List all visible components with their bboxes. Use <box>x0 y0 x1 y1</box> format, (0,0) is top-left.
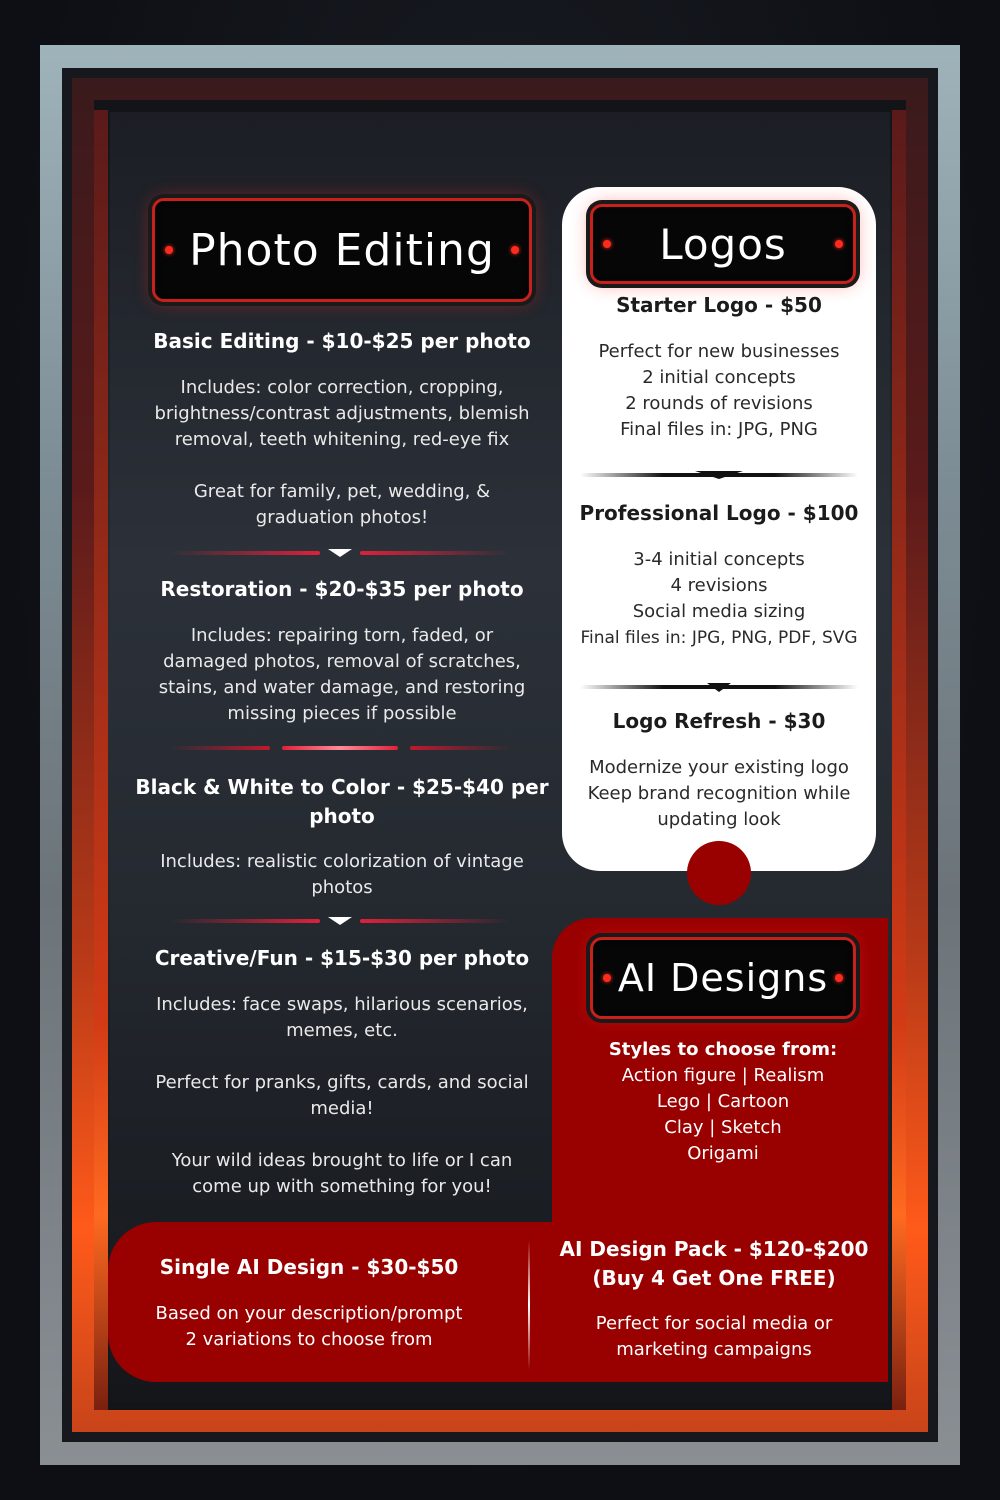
professional-logo-line: 4 revisions <box>670 575 768 596</box>
professional-logo-line: Social media sizing <box>632 601 806 622</box>
section-divider <box>170 744 510 752</box>
creative-note: media! <box>310 1098 374 1119</box>
ai-style-line: Action figure | Realism <box>621 1065 825 1086</box>
starter-logo-section <box>562 293 876 443</box>
logo-divider <box>580 683 858 691</box>
single-ai-line: Based on your description/prompt <box>155 1303 463 1324</box>
ai-pack-subheading: (Buy 4 Get One FREE) <box>592 1266 836 1290</box>
restoration-section <box>130 577 554 727</box>
ai-style-line: Clay | Sketch <box>664 1117 782 1138</box>
ai-styles-section <box>560 1037 886 1167</box>
logo-refresh-line: updating look <box>657 809 781 830</box>
basic-editing-note: Great for family, pet, wedding, & <box>193 481 491 502</box>
restoration-line: missing pieces if possible <box>227 703 457 724</box>
colorization-heading-cont: photo <box>309 804 375 828</box>
single-ai-heading: Single AI Design - $30-$50 <box>159 1255 459 1279</box>
basic-editing-line: removal, teeth whitening, red-eye fix <box>174 429 510 450</box>
pricing-separator <box>528 1240 530 1370</box>
ai-style-line: Lego | Cartoon <box>656 1091 790 1112</box>
ai-pack-section <box>544 1235 884 1363</box>
ai-designs-title: AI Designs <box>617 956 829 1000</box>
single-ai-line: 2 variations to choose from <box>185 1329 433 1350</box>
starter-logo-line: 2 initial concepts <box>642 367 796 388</box>
restoration-line: damaged photos, removal of scratches, <box>163 651 521 672</box>
logos-badge <box>590 204 856 284</box>
creative-line: Includes: face swaps, hilarious scenarios, <box>156 994 528 1015</box>
restoration-line: Includes: repairing torn, faded, or <box>190 625 494 646</box>
badge-dot-left <box>603 974 611 982</box>
restoration-line: stains, and water damage, and restoring <box>158 677 526 698</box>
badge-dot-right <box>835 974 843 982</box>
basic-editing-line: Includes: color correction, cropping, <box>180 377 504 398</box>
basic-editing-heading: Basic Editing - $10-$25 per photo <box>153 329 531 353</box>
professional-logo-heading: Professional Logo - $100 <box>579 501 859 525</box>
badge-dot-right <box>835 240 843 248</box>
ai-style-line: Origami <box>687 1143 759 1164</box>
logo-refresh-line: Modernize your existing logo <box>589 757 849 778</box>
frame-rim-left <box>94 110 108 1410</box>
frame-rim-right <box>892 110 906 1410</box>
logo-refresh-line: Keep brand recognition while <box>587 783 851 804</box>
restoration-heading: Restoration - $20-$35 per photo <box>160 577 524 601</box>
starter-logo-line: 2 rounds of revisions <box>625 393 813 414</box>
creative-line: memes, etc. <box>286 1020 398 1041</box>
ai-pack-line: Perfect for social media or <box>595 1313 833 1334</box>
photo-editing-badge <box>152 198 532 302</box>
professional-logo-line: Final files in: JPG, PNG, PDF, SVG <box>580 628 858 648</box>
starter-logo-line: Final files in: JPG, PNG <box>620 419 818 440</box>
creative-note: Perfect for pranks, gifts, cards, and social <box>155 1072 529 1093</box>
ai-pack-heading: AI Design Pack - $120-$200 <box>559 1237 869 1261</box>
logos-title: Logos <box>659 219 787 269</box>
section-divider <box>170 549 510 557</box>
colorization-line: photos <box>311 877 373 898</box>
basic-editing-section <box>130 329 554 531</box>
colorization-section <box>130 773 554 901</box>
colorization-line: Includes: realistic colorization of vintage <box>160 851 524 872</box>
badge-dot-left <box>165 246 173 254</box>
badge-dot-left <box>603 240 611 248</box>
section-divider <box>170 917 510 925</box>
basic-editing-note: graduation photos! <box>255 507 429 528</box>
creative-note: come up with something for you! <box>192 1176 492 1197</box>
colorization-heading: Black & White to Color - $25-$40 per <box>135 775 549 799</box>
basic-editing-line: brightness/contrast adjustments, blemish <box>154 403 530 424</box>
photo-editing-title: Photo Editing <box>189 224 495 276</box>
ai-pack-line: marketing campaigns <box>616 1339 812 1360</box>
starter-logo-heading: Starter Logo - $50 <box>616 293 822 317</box>
starter-logo-line: Perfect for new businesses <box>598 341 840 362</box>
professional-logo-section <box>562 501 876 651</box>
ai-styles-heading: Styles to choose from: <box>608 1039 838 1060</box>
single-ai-section <box>120 1255 498 1353</box>
badge-dot-right <box>511 246 519 254</box>
creative-section <box>130 946 554 1200</box>
decorative-dot <box>687 841 751 905</box>
ai-designs-badge <box>590 937 856 1019</box>
creative-note: Your wild ideas brought to life or I can <box>171 1150 513 1171</box>
professional-logo-line: 3-4 initial concepts <box>633 549 805 570</box>
logo-divider <box>580 471 858 479</box>
creative-heading: Creative/Fun - $15-$30 per photo <box>154 946 530 970</box>
logo-refresh-section <box>562 709 876 833</box>
logo-refresh-heading: Logo Refresh - $30 <box>612 709 826 733</box>
